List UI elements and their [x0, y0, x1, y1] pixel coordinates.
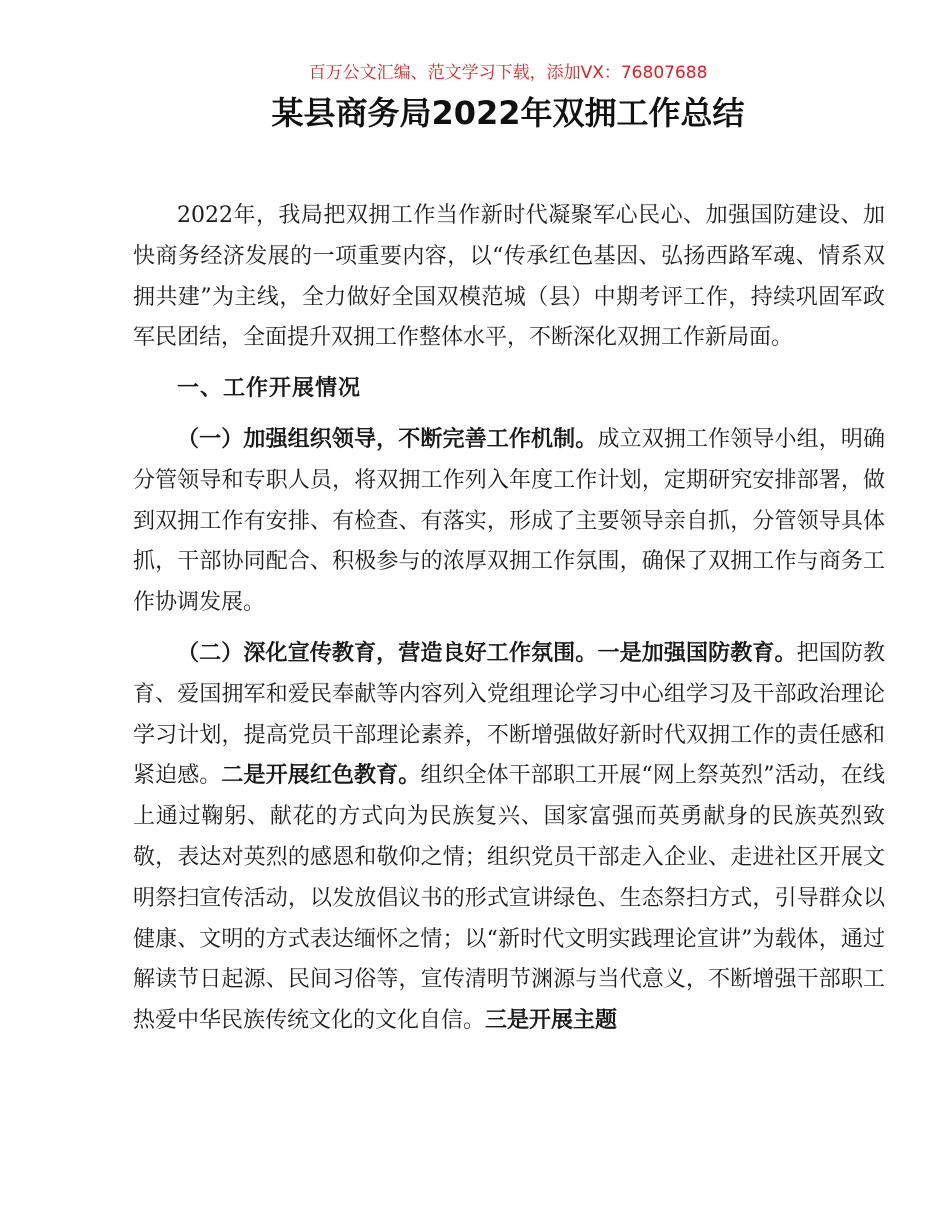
section-heading-work-status: 一、工作开展情况: [177, 376, 362, 402]
subpoint-lead-defense-education: 一是加强国防教育。: [597, 640, 797, 666]
subpoint-lead-red-education: 二是开展红色教育。: [221, 763, 421, 789]
document-title: 某县商务局2022年双拥工作总结: [271, 94, 745, 132]
paragraph-publicity: [133, 634, 885, 1042]
header-watermark-note: 百万公文汇编、范文学习下载，添加VX：76807688: [308, 63, 708, 83]
document-body: [133, 196, 885, 1042]
paragraph-lead-organization: （一）加强组织领导，不断完善工作机制。: [177, 426, 598, 452]
paragraph-lead-publicity: （二）深化宣传教育，营造良好工作氛围。: [177, 640, 598, 666]
intro-paragraph: 2022年，我局把双拥工作当作新时代凝聚军心民心、加强国防建设、加快商务经济发展的一项重要内容，以“传承红色基因、弘扬西路军魂、情系双拥共建”为主线，全力做好全国双模范城（县）中期考评工作，持续巩固军政军民团结，全面提升双拥工作整体水平，不断深化双拥工作新局面。: [133, 203, 885, 351]
subpoint-lead-theme: 三是开展主题: [485, 1008, 618, 1034]
subpoint-text-red-education: 组织全体干部职工开展“网上祭英烈”活动，在线上通过鞠躬、献花的方式向为民族复兴、国家富强而英勇献身的民族英烈致敬，表达对英烈的感恩和敬仰之情；组织党员干部走入企业、走进社区开展文明祭扫宣传活动，以发放倡议书的形式宣讲绿色、生态祭扫方式，引导群众以健康、文明的方式表达缅怀之情；以“新时代文明实践理论宣讲”为载体，通过解读节日起源、民间习俗等，宣传清明节渊源与当代意义，不断增强干部职工热爱中华民族传统文化的文化自信。: [133, 763, 885, 1034]
paragraph-organization: [133, 420, 885, 624]
paragraph-text-organization: 成立双拥工作领导小组，明确分管领导和专职人员，将双拥工作列入年度工作计划，定期研究安排部署，做到双拥工作有安排、有检查、有落实，形成了主要领导亲自抓，分管领导具体抓，干部协同配合、积极参与的浓厚双拥工作氛围，确保了双拥工作与商务工作协调发展。: [133, 426, 885, 616]
subpoint-text-defense-education: 把国防教育、爱国拥军和爱民奉献等内容列入党组理论学习中心组学习及干部政治理论学习计划，提高党员干部理论素养，不断增强做好新时代双拥工作的责任感和紧迫感。: [133, 640, 885, 789]
